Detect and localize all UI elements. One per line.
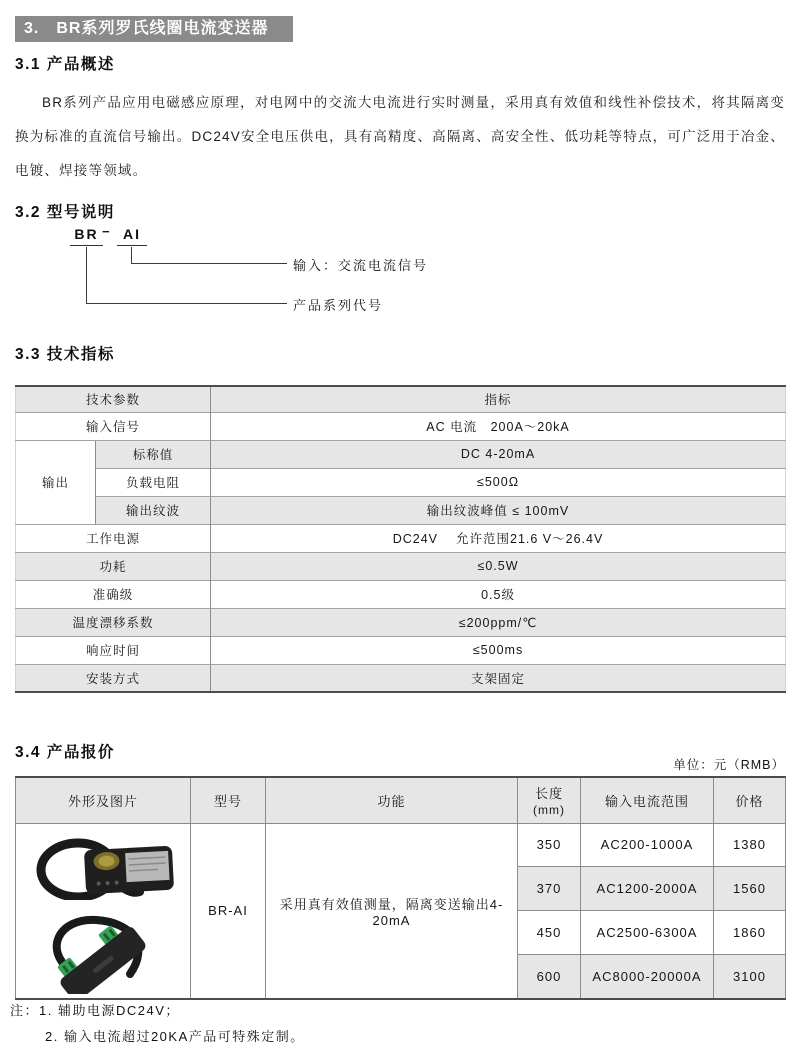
spec-row-value: ≤500Ω [211,468,786,496]
pricing-unit-label: 单位：元（RMB） [673,758,785,772]
spec-row-value: ≤200ppm/℃ [211,608,786,636]
product-photo-cell [16,823,191,999]
spec-row-value: DC 4-20mA [211,440,786,468]
model-callout-line-series-vertical [86,247,87,304]
spec-row-label: 温度漂移系数 [16,608,211,636]
pricing-header-length-line1: 长度 [534,786,563,802]
spec-row-value: 支架固定 [211,664,786,692]
pricing-length-value: 350 [518,823,581,867]
pricing-length-value: 450 [518,911,581,955]
pricing-length-value: 600 [518,955,581,999]
pricing-range-value: AC1200-2000A [581,867,714,911]
pricing-header-length [518,777,581,823]
pricing-table [15,776,786,1000]
model-callout-input-label: 输入：交流电流信号 [293,258,429,273]
pricing-header-price: 价格 [714,777,786,823]
spec-row-value: AC 电流 200A～20kA [211,412,786,440]
heading-overview: 3.1 产品概述 [15,56,115,73]
product-photo-bottom-rogowski-coil-device [28,908,178,994]
pricing-length-value: 370 [518,867,581,911]
pricing-header-length-line2: (mm) [533,803,565,818]
pricing-model-value: BR-AI [191,823,266,999]
spec-row-label: 准确级 [16,580,211,608]
model-code-dash: − [102,224,110,239]
pricing-price-value: 1860 [714,911,786,955]
pricing-price-value: 1380 [714,823,786,867]
footnote-line-2: 2. 输入电流超过20KA产品可特殊定制。 [45,1029,305,1044]
model-callout-line-series-horizontal [86,303,287,304]
spec-header-param: 技术参数 [86,393,141,408]
spec-row-label: 输出纹波 [96,496,211,524]
pricing-price-value: 3100 [714,955,786,999]
spec-header-value: 指标 [211,386,786,412]
section-title-bar: 3. BR系列罗氏线圈电流变送器 [15,16,293,42]
pricing-range-value: AC8000-20000A [581,955,714,999]
spec-row-label: 负载电阻 [96,468,211,496]
model-code-suffix: AI [117,226,147,246]
spec-row-value: DC24V 允许范围21.6 V～26.4V [211,524,786,552]
model-callout-line-input-horizontal [131,263,287,264]
spec-row-label: 功耗 [16,552,211,580]
spec-row-value: 输出纹波峰值 ≤ 100mV [211,496,786,524]
heading-specs: 3.3 技术指标 [15,346,115,363]
heading-pricing: 3.4 产品报价 [15,744,115,761]
pricing-header-photo: 外形及图片 [16,777,191,823]
model-code-prefix: BR [70,226,103,246]
spec-row-label: 工作电源 [16,524,211,552]
pricing-price-value: 1560 [714,867,786,911]
footnote-line-1: 注：1. 辅助电源DC24V； [10,1003,180,1018]
spec-row-value: 0.5级 [211,580,786,608]
heading-model: 3.2 型号说明 [15,204,115,221]
spec-row-value: ≤500ms [211,636,786,664]
spec-row-value: ≤0.5W [211,552,786,580]
pricing-header-range: 输入电流范围 [581,777,714,823]
overview-paragraph: BR系列产品应用电磁感应原理，对电网中的交流大电流进行实时测量，采用真有效值和线性补偿技术，将其隔离变换为标准的直流信号输出。DC24V安全电压供电，具有高精度、高隔离、高安全性、低功耗等特点，可广泛用于冶金、电镀、焊接等领域。 [15,95,785,178]
spec-row-label: 标称值 [96,440,211,468]
pricing-function-value: 采用真有效值测量，隔离变送输出4-20mA [266,823,518,999]
pricing-header-function: 功能 [266,777,518,823]
pricing-header-model: 型号 [191,777,266,823]
product-photo-top-rogowski-coil-device [28,828,178,900]
spec-row-label: 响应时间 [16,636,211,664]
spec-row-label: 输入信号 [16,412,211,440]
pricing-range-value: AC2500-6300A [581,911,714,955]
spec-output-group-label: 输出 [16,440,96,524]
pricing-range-value: AC200-1000A [581,823,714,867]
model-callout-line-input-vertical [131,247,132,264]
specs-table [15,385,786,693]
model-callout-series-label: 产品系列代号 [293,298,384,313]
spec-row-label: 安装方式 [16,664,211,692]
